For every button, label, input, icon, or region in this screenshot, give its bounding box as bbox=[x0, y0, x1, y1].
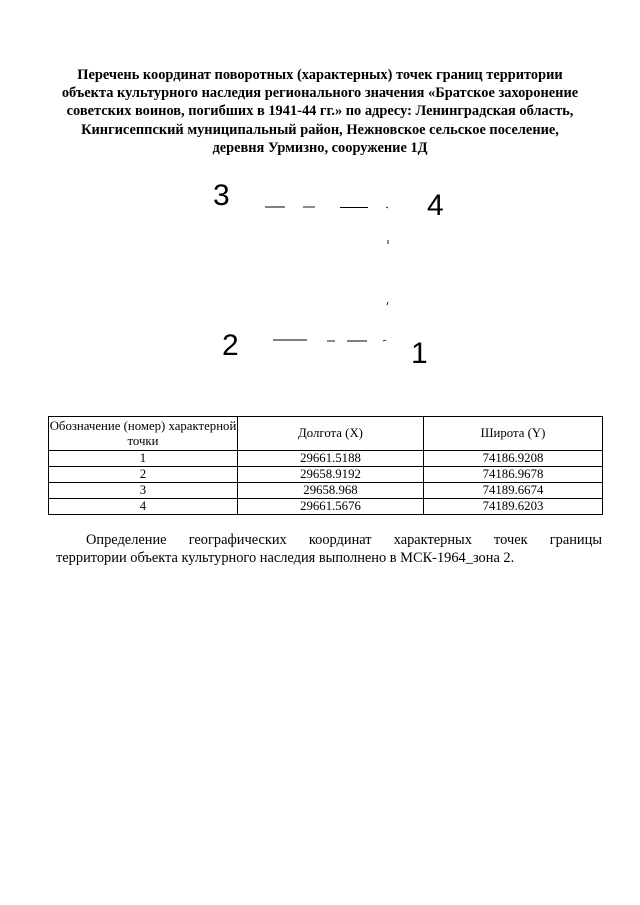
table-cell: 74189.6203 bbox=[424, 499, 603, 515]
table-cell: 3 bbox=[49, 483, 238, 499]
table-cell: 29661.5676 bbox=[238, 499, 424, 515]
table-row bbox=[49, 467, 603, 483]
point-label-3: 3 bbox=[213, 179, 230, 212]
column-header: Долгота (X) bbox=[238, 417, 424, 451]
table-cell: 29658.9192 bbox=[238, 467, 424, 483]
point-label-1: 1 bbox=[411, 337, 428, 370]
table-cell: 1 bbox=[49, 451, 238, 467]
table-cell: 29658.968 bbox=[238, 483, 424, 499]
boundary-plan bbox=[0, 0, 640, 400]
boundary-lines bbox=[265, 207, 388, 341]
table-row bbox=[49, 499, 603, 515]
column-header: Обозначение (номер) характерной точки bbox=[49, 417, 238, 451]
coordinates-table bbox=[48, 416, 603, 515]
title-line: деревня Урмизно, сооружение 1Д bbox=[212, 139, 428, 156]
title-line: советских воинов, погибших в 1941-44 гг.» по адресу: Ленинградская область, bbox=[66, 103, 574, 120]
note-line: Определение географических координат характерных точек границы bbox=[86, 532, 602, 548]
coordinate-system-note bbox=[56, 531, 602, 567]
note-line: территории объекта культурного наследия выполнено в МСК-1964_зона 2. bbox=[56, 550, 515, 566]
table-header-row bbox=[49, 417, 603, 451]
column-header: Широта (Y) bbox=[424, 417, 603, 451]
table-cell: 74186.9208 bbox=[424, 451, 603, 467]
point-label-4: 4 bbox=[427, 189, 444, 222]
title-line: объекта культурного наследия регионального значения «Братское захоронение bbox=[61, 85, 579, 102]
table-row bbox=[49, 483, 603, 499]
table-cell: 2 bbox=[49, 467, 238, 483]
table-cell: 29661.5188 bbox=[238, 451, 424, 467]
document-title bbox=[40, 66, 600, 157]
table-cell: 74189.6674 bbox=[424, 483, 603, 499]
point-label-2: 2 bbox=[222, 329, 239, 362]
table-cell: 4 bbox=[49, 499, 238, 515]
table-cell: 74186.9678 bbox=[424, 467, 603, 483]
table-row bbox=[49, 451, 603, 467]
title-line: Кингисеппский муниципальный район, Нежновское сельское поселение, bbox=[81, 121, 559, 138]
title-line: Перечень координат поворотных (характерных) точек границ территории bbox=[77, 67, 563, 83]
